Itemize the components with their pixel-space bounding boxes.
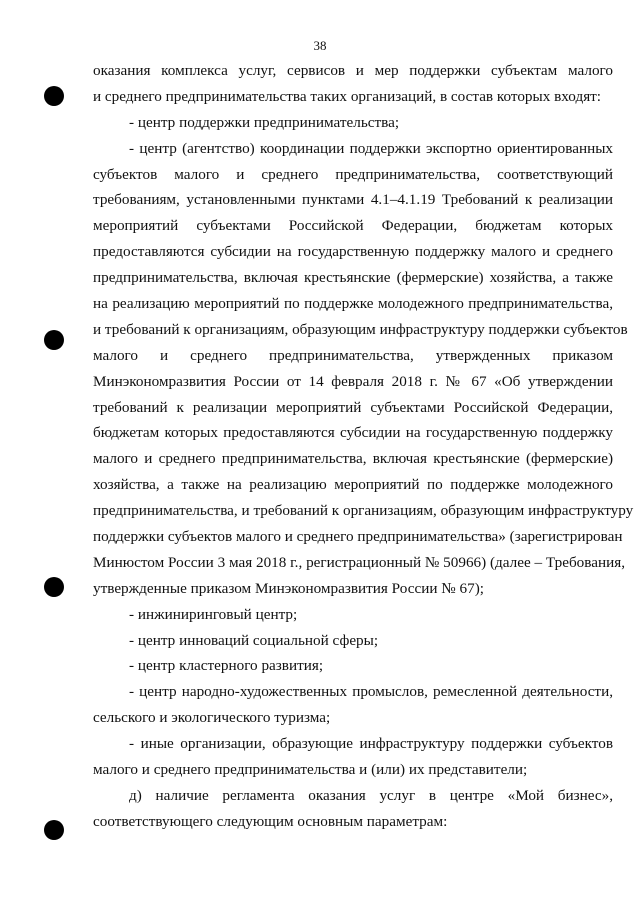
text-line: д) наличие регламента оказания услуг в центре «Мой бизнес»,: [129, 786, 613, 804]
text-line: утвержденные приказом Минэкономразвития России № 67);: [93, 579, 484, 597]
text-line: мероприятий субъектами Российской Федерации, бюджетам которых: [93, 217, 613, 235]
text-line: - иные организации, образующие инфраструктуру поддержки субъектов: [129, 735, 613, 753]
text-line: субъектов малого и среднего предпринимательства, соответствующий: [93, 165, 613, 183]
text-line: - центр кластерного развития;: [129, 657, 324, 675]
text-line: на реализацию мероприятий по поддержке молодежного предпринимательства,: [93, 295, 613, 313]
text-line: Минюстом России 3 мая 2018 г., регистрационный № 50966) (далее – Требования,: [93, 553, 626, 571]
text-line: малого и среднего предпринимательства, включая крестьянские (фермерские): [93, 450, 613, 468]
text-line: и среднего предпринимательства таких организаций, в состав которых входят:: [93, 87, 602, 105]
punch-hole-icon: [44, 86, 64, 106]
text-line: и требований к организациям, образующим инфраструктуру поддержки субъектов: [93, 320, 628, 338]
text-line: малого и среднего предпринимательства и (или) их представители;: [93, 761, 528, 779]
text-line: хозяйства, а также на реализацию мероприятий по поддержке молодежного: [93, 476, 613, 494]
text-line: - центр народно-художественных промыслов, ремесленной деятельности,: [129, 683, 613, 701]
text-line: требованиям, установленными пунктами 4.1–4.1.19 Требований к реализации: [93, 191, 613, 209]
text-line: малого и среднего предпринимательства, утвержденных приказом: [93, 346, 613, 364]
text-line: соответствующего следующим основным параметрам:: [93, 812, 448, 830]
text-line: предпринимательства, и требований к организациям, образующим инфраструктуру: [93, 502, 634, 520]
text-line: требований к реализации мероприятий субъектами Российской Федерации,: [93, 398, 613, 416]
page-number: 38: [313, 38, 327, 53]
text-line: - инжиниринговый центр;: [129, 605, 298, 623]
punch-hole-icon: [44, 577, 64, 597]
text-line: бюджетам которых предоставляются субсидии на государственную поддержку: [93, 424, 613, 442]
text-line: Минэкономразвития России от 14 февраля 2018 г. № 67 «Об утверждении: [93, 372, 613, 390]
document-body: [93, 58, 634, 835]
text-line: оказания комплекса услуг, сервисов и мер поддержки субъектам малого: [93, 62, 613, 79]
text-line: предпринимательства, включая крестьянские (фермерские) хозяйства, а также: [93, 269, 613, 287]
text-line: - центр поддержки предпринимательства;: [129, 113, 400, 131]
text-line: сельского и экологического туризма;: [93, 709, 331, 727]
text-line: - центр (агентство) координации поддержки экспортно ориентированных: [129, 139, 613, 157]
text-line: - центр инноваций социальной сферы;: [129, 631, 379, 649]
text-line: поддержки субъектов малого и среднего предпринимательства» (зарегистрирован: [93, 528, 623, 546]
text-line: предоставляются субсидии на государственную поддержку малого и среднего: [93, 243, 613, 261]
punch-hole-icon: [44, 820, 64, 840]
punch-hole-icon: [44, 330, 64, 350]
